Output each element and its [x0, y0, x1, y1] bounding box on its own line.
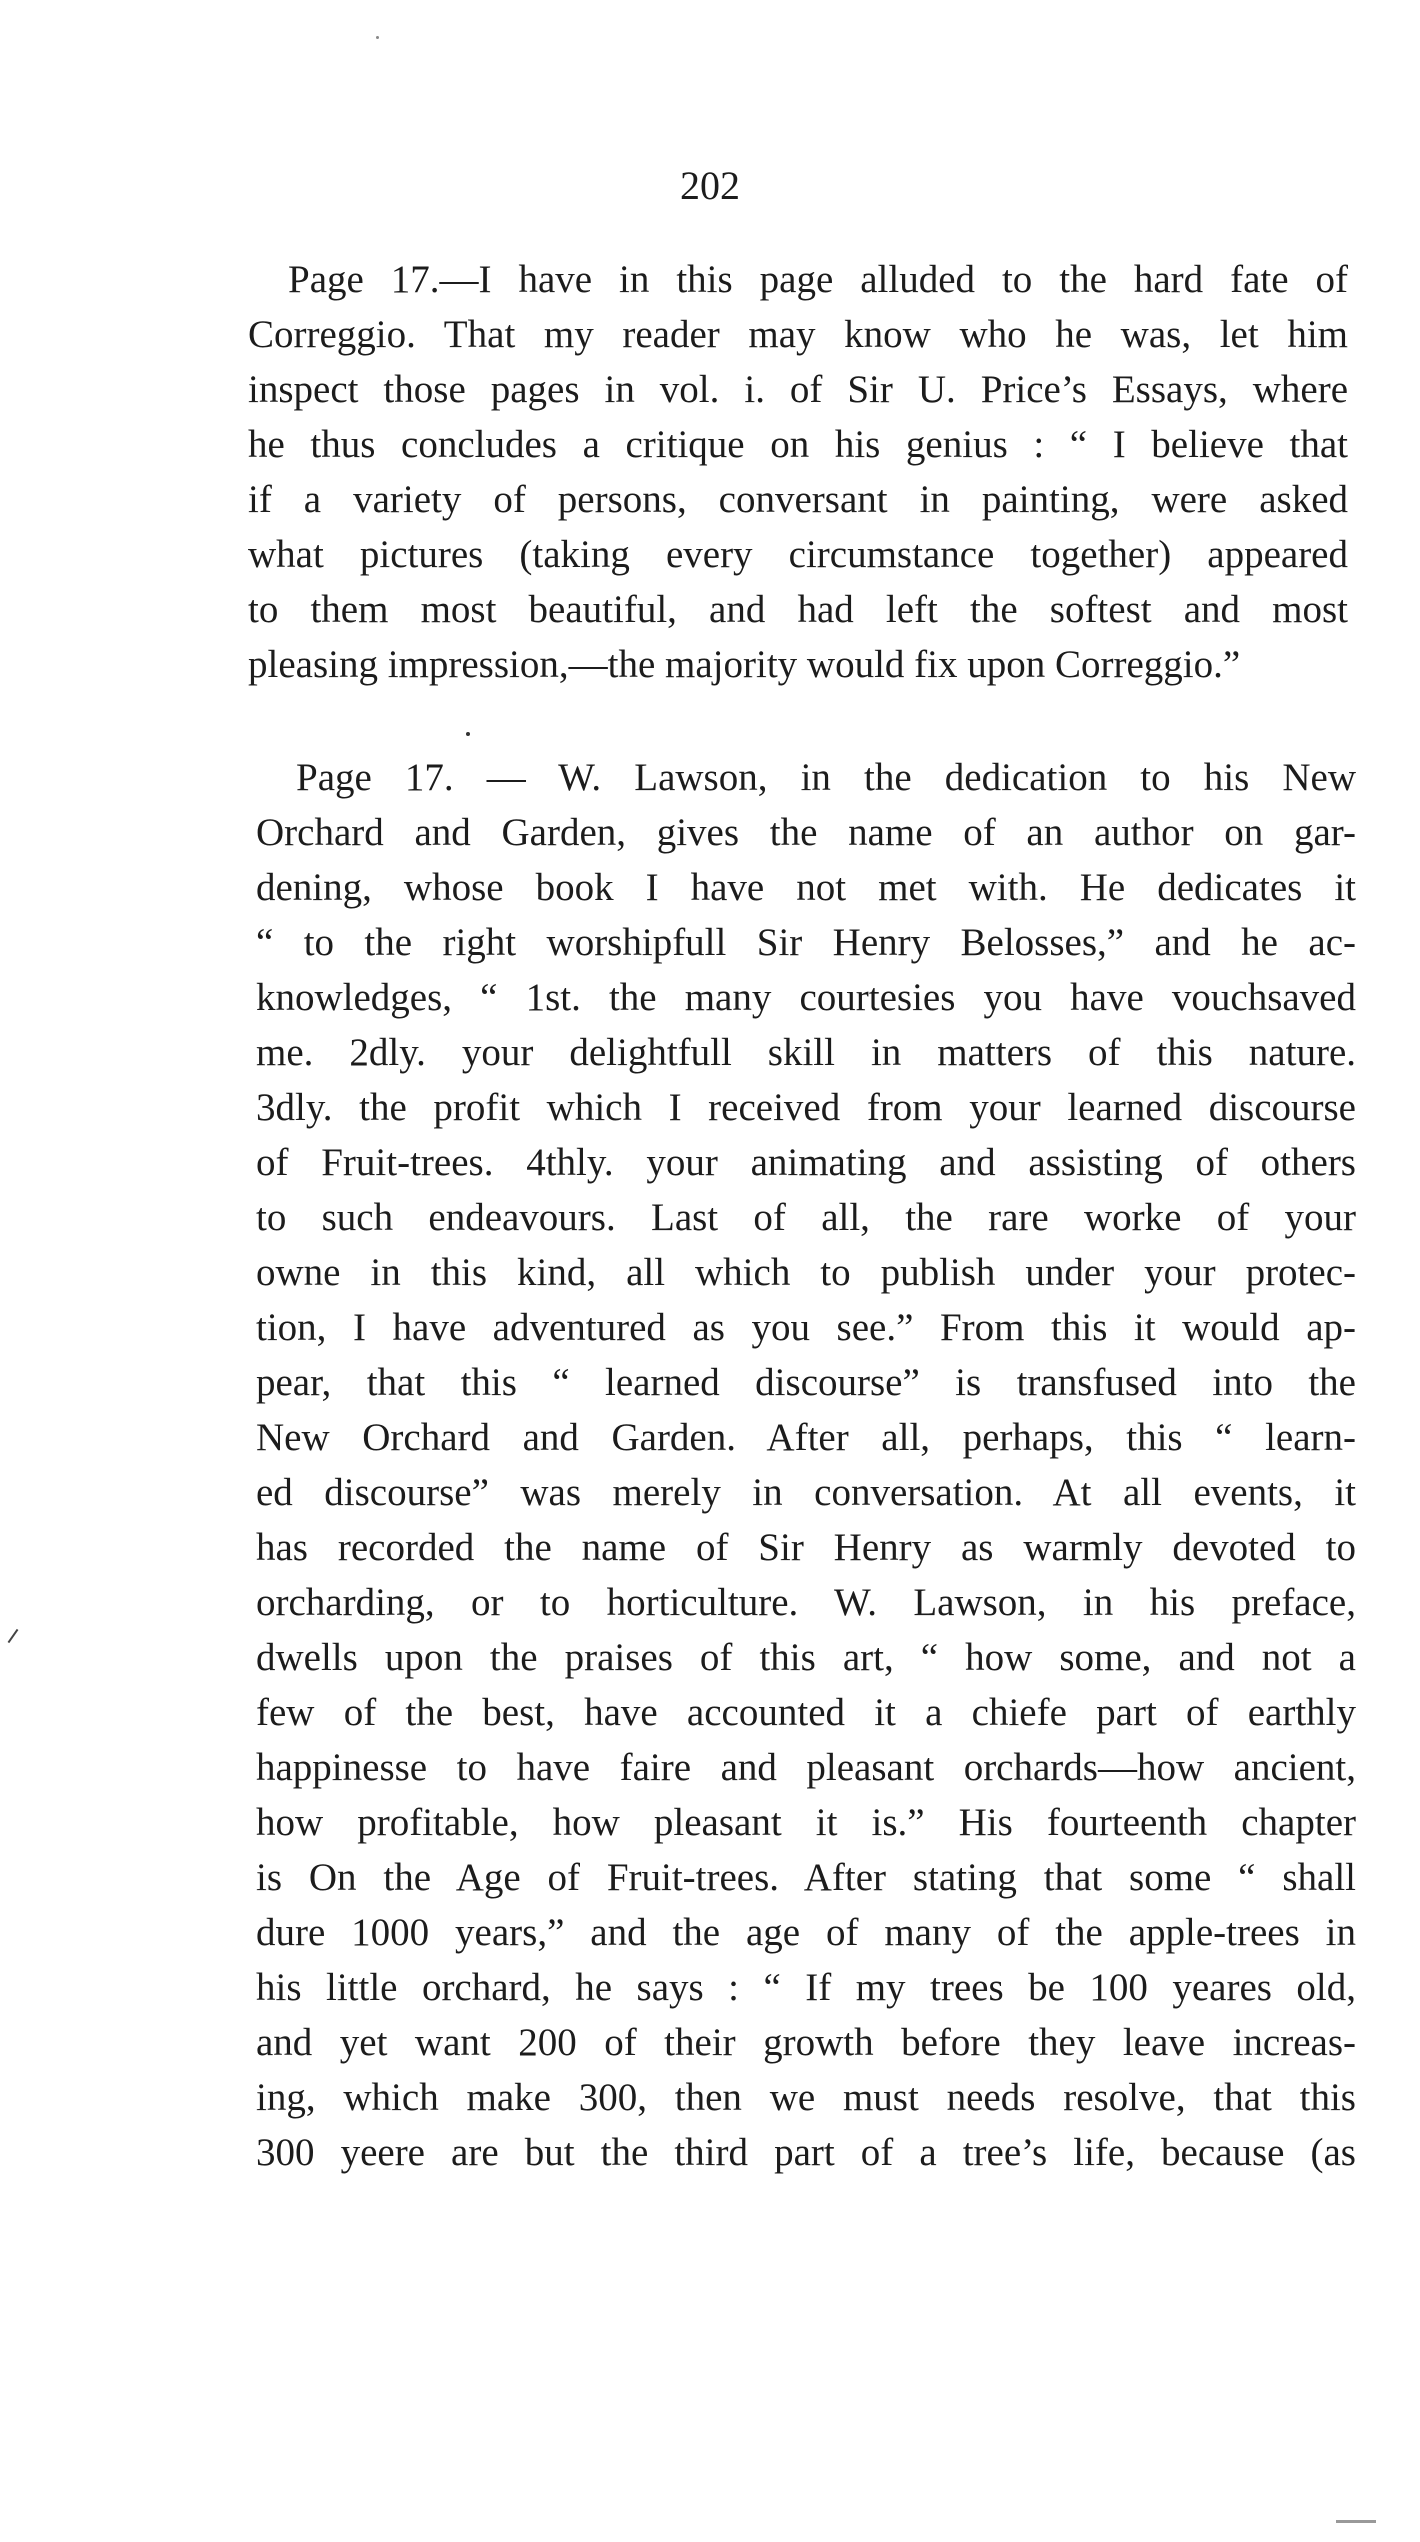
paper-speck [1336, 2520, 1376, 2523]
paragraph-line: orcharding, or to horticulture. W. Lawson, in his preface, [256, 1581, 1356, 1624]
page-number: 202 [680, 163, 740, 208]
paragraph-line: tion, I have adventured as you see.” From this it would ap- [256, 1306, 1356, 1349]
paragraph-line: Orchard and Garden, gives the name of an author on gar- [256, 811, 1356, 854]
paragraph-line: and yet want 200 of their growth before they leave increas- [256, 2021, 1356, 2064]
paragraph-line: dure 1000 years,” and the age of many of the apple-trees in [256, 1911, 1356, 1954]
paragraph-line: of Fruit-trees. 4thly. your animating and assisting of others [256, 1141, 1356, 1184]
paragraph-line: dwells upon the praises of this art, “ how some, and not a [256, 1636, 1356, 1679]
paragraph-line: has recorded the name of Sir Henry as warmly devoted to [256, 1526, 1356, 1569]
paragraph-line: Page 17. — W. Lawson, in the dedication to his New [296, 756, 1356, 799]
paragraph-line: he thus concludes a critique on his genius : “ I believe that [248, 423, 1348, 466]
paper-speck [376, 36, 379, 39]
paragraph-line: how profitable, how pleasant it is.” His fourteenth chapter [256, 1801, 1356, 1844]
paragraph-line: pleasing impression,—the majority would fix upon Correggio.” [248, 643, 1241, 686]
paragraph-line: ed discourse” was merely in conversation. At all events, it [256, 1471, 1356, 1514]
paragraph-line: if a variety of persons, conversant in painting, were asked [248, 478, 1348, 521]
paragraph-line: is On the Age of Fruit-trees. After stating that some “ shall [256, 1856, 1356, 1899]
paragraph-line: to them most beautiful, and had left the softest and most [248, 588, 1348, 631]
paragraph-lawson [256, 750, 1356, 2180]
paragraph-line: his little orchard, he says : “ If my trees be 100 yeares old, [256, 1966, 1356, 2009]
paragraph-line: 3dly. the profit which I received from your learned discourse [256, 1086, 1356, 1129]
paragraph-line: me. 2dly. your delightfull skill in matters of this nature. [256, 1031, 1356, 1074]
paragraph-line: to such endeavours. Last of all, the rare worke of your [256, 1196, 1356, 1239]
paragraph-line: inspect those pages in vol. i. of Sir U. Price’s Essays, where [248, 368, 1348, 411]
ink-dot [466, 732, 470, 736]
paragraph-line: dening, whose book I have not met with. He dedicates it [256, 866, 1356, 909]
paragraph-line: 300 yeere are but the third part of a tree’s life, because (as [256, 2131, 1356, 2174]
paragraph-line: what pictures (taking every circumstance together) appeared [248, 533, 1348, 576]
paragraph-line: pear, that this “ learned discourse” is transfused into the [256, 1361, 1356, 1404]
paragraph-line: happinesse to have faire and pleasant orchards—how ancient, [256, 1746, 1356, 1789]
paragraph-line: Page 17.—I have in this page alluded to the hard fate of [288, 258, 1348, 301]
paragraph-line: ing, which make 300, then we must needs resolve, that this [256, 2076, 1356, 2119]
paragraph-line: few of the best, have accounted it a chiefe part of earthly [256, 1691, 1356, 1734]
paragraph-line: New Orchard and Garden. After all, perhaps, this “ learn- [256, 1416, 1356, 1459]
paragraph-line: owne in this kind, all which to publish under your protec- [256, 1251, 1356, 1294]
paragraph-line: “ to the right worshipfull Sir Henry Belosses,” and he ac- [256, 921, 1356, 964]
paragraph-line: Correggio. That my reader may know who he was, let him [248, 313, 1348, 356]
paragraph-line: knowledges, “ 1st. the many courtesies you have vouchsaved [256, 976, 1356, 1019]
paragraph-correggio [248, 252, 1348, 692]
margin-mark [8, 1629, 19, 1643]
